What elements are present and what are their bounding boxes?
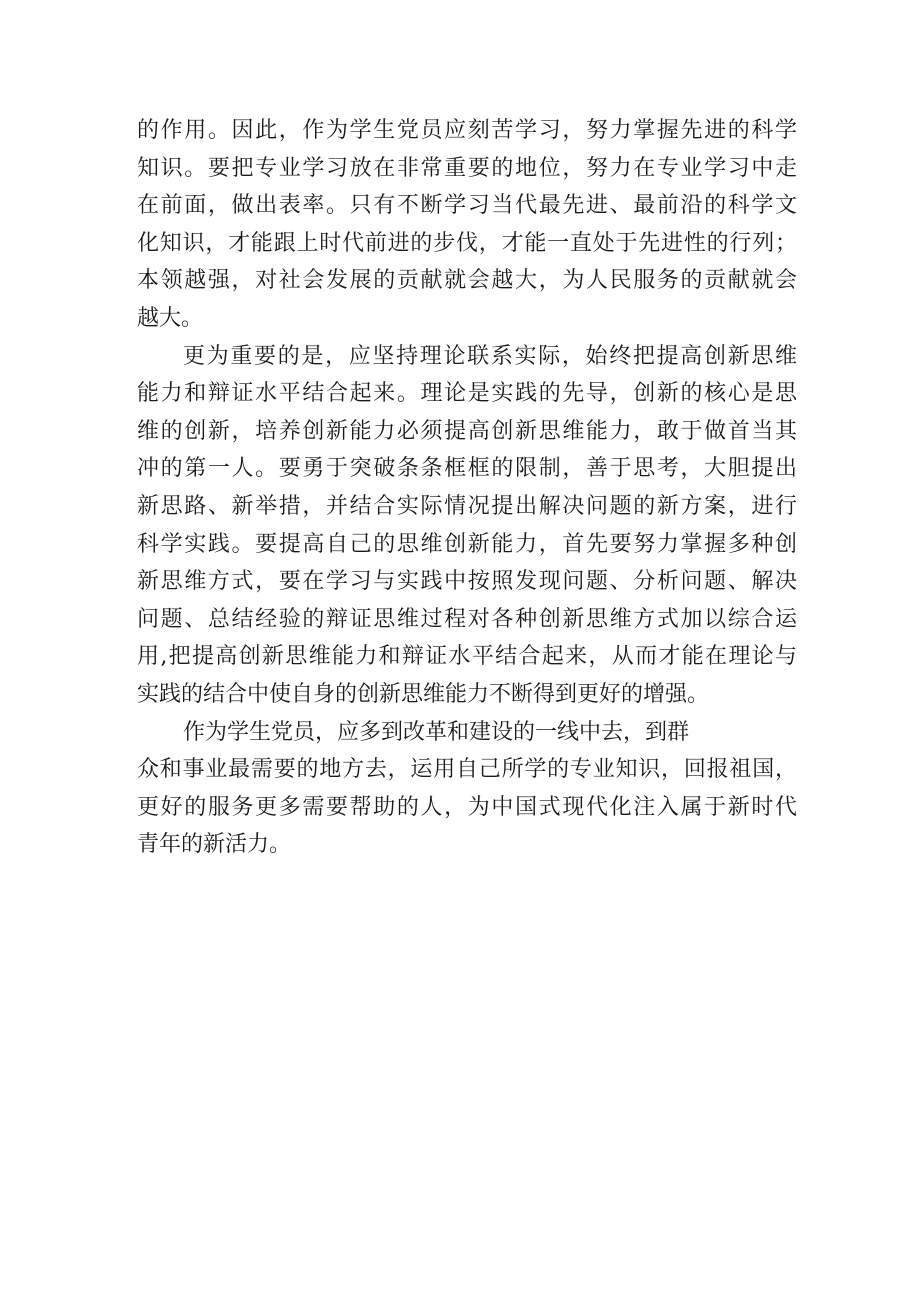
text-line: 本领越强，对社会发展的贡献就会越大，为人民服务的贡献就会 bbox=[137, 268, 797, 294]
text-line: 越大。 bbox=[137, 305, 204, 331]
text-line: 的作用。因此，作为学生党员应刻苦学习，努力掌握先进的科学 bbox=[137, 118, 797, 143]
text-line: 知识。要把专业学习放在非常重要的地位，努力在专业学习中走 bbox=[137, 155, 797, 181]
text-line: 更为重要的是，应坚持理论联系实际，始终把提高创新思维 bbox=[183, 343, 797, 369]
text-line: 更好的服务更多需要帮助的人，为中国式现代化注入属于新时代 bbox=[137, 794, 797, 820]
text-line: 新思路、新举措，并结合实际情况提出解决问题的新方案，进行 bbox=[137, 493, 797, 519]
text-line: 问题、总结经验的辩证思维过程对各种创新思维方式加以综合运 bbox=[137, 606, 797, 632]
text-line: 化知识，才能跟上时代前进的步伐，才能一直处于先进性的行列； bbox=[137, 230, 797, 256]
text-line: 在前面，做出表率。只有不断学习当代最先进、最前沿的科学文 bbox=[137, 193, 797, 219]
text-line: 实践的结合中使自身的创新思维能力不断得到更好的增强。 bbox=[137, 681, 710, 707]
text-line: 青年的新活力。 bbox=[137, 832, 292, 858]
text-line: 新思维方式，要在学习与实践中按照发现问题、分析问题、解决 bbox=[137, 569, 797, 595]
document-body bbox=[137, 112, 797, 864]
text-line: 能力和辩证水平结合起来。理论是实践的先导，创新的核心是思 bbox=[137, 381, 797, 407]
text-line: 作为学生党员，应多到改革和建设的一线中去，到群 bbox=[183, 719, 690, 745]
text-line: 用,把提高创新思维能力和辩证水平结合起来，从而才能在理论与 bbox=[137, 644, 797, 670]
text-line: 科学实践。要提高自己的思维创新能力，首先要努力掌握多种创 bbox=[137, 531, 797, 557]
text-line: 冲的第一人。要勇于突破条条框框的限制，善于思考，大胆提出 bbox=[137, 456, 797, 482]
text-line: 维的创新，培养创新能力必须提高创新思维能力，敢于做首当其 bbox=[137, 418, 797, 444]
text-line: 众和事业最需要的地方去，运用自己所学的专业知识，回报祖国， bbox=[137, 757, 797, 783]
